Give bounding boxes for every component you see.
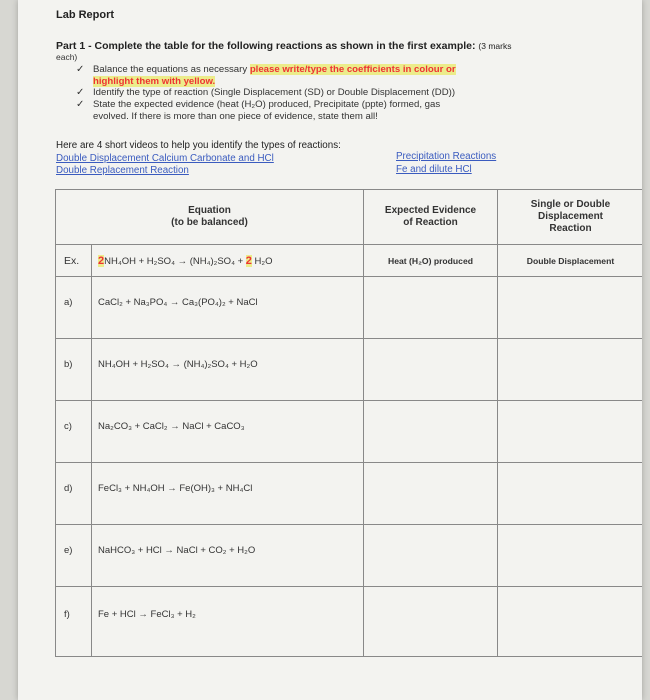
video-link-fe-hcl[interactable]: Fe and dilute HCl <box>396 164 472 175</box>
header-evidence-sub: of Reaction <box>403 217 458 228</box>
row-type-cell[interactable] <box>498 463 643 525</box>
row-equation: NaHCO₃ + HCl → NaCl + CO₂ + H₂O <box>92 525 364 587</box>
header-type-label: Single or Double <box>530 199 611 210</box>
row-evidence-cell[interactable] <box>364 277 498 339</box>
part-title <box>56 40 511 52</box>
table-row <box>56 401 643 463</box>
row-label: f) <box>56 587 92 657</box>
example-equation-part2: H₂O <box>251 255 273 267</box>
video-link-double-replacement[interactable]: Double Replacement Reaction <box>56 165 189 176</box>
worksheet-page <box>18 0 642 700</box>
header-type-sub2: Reaction <box>549 223 592 234</box>
row-type-cell[interactable] <box>498 587 643 657</box>
row-label: a) <box>56 277 92 339</box>
instruction-identify-text: Identify the type of reaction (Single Displacement (SD) or Double Displacement (DD)) <box>93 87 456 98</box>
instruction-evidence-text-cont: evolved. If there is more than one piece of evidence, state them all! <box>93 110 378 122</box>
row-equation: FeCl₃ + NH₄OH → Fe(OH)₃ + NH₄Cl <box>92 463 364 525</box>
table-row <box>56 277 643 339</box>
table-row <box>56 525 643 587</box>
row-label: d) <box>56 463 92 525</box>
example-equation <box>92 245 364 277</box>
row-type-cell[interactable] <box>498 401 643 463</box>
row-equation: NH₄OH + H₂SO₄ → (NH₄)₂SO₄ + H₂O <box>92 339 364 401</box>
row-evidence-cell[interactable] <box>364 401 498 463</box>
header-evidence <box>364 190 498 245</box>
header-type <box>498 190 643 245</box>
row-equation: Fe + HCl → FeCl₃ + H₂ <box>92 587 364 657</box>
example-coefficient-2: 2 <box>245 254 252 267</box>
checkmark-icon: ✓ <box>76 64 85 75</box>
instruction-highlight-cont: highlight them with yellow. <box>93 75 216 87</box>
row-type-cell[interactable] <box>498 525 643 587</box>
instruction-highlight: please write/type the coefficients in colour or <box>249 64 456 75</box>
reactions-table <box>55 189 642 657</box>
example-evidence: Heat (H₂O) produced <box>364 245 498 277</box>
checkmark-icon: ✓ <box>76 87 85 98</box>
checkmark-icon: ✓ <box>76 99 85 110</box>
instruction-evidence-text: State the expected evidence (heat (H₂O) produced, Precipitate (ppte) formed, gas <box>93 99 441 110</box>
row-type-cell[interactable] <box>498 277 643 339</box>
video-link-calcium-carbonate[interactable]: Double Displacement Calcium Carbonate and HCl <box>56 153 274 164</box>
header-type-sub: Displacement <box>537 211 604 222</box>
table-row <box>56 587 643 657</box>
table-header-row <box>56 190 643 245</box>
row-evidence-cell[interactable] <box>364 339 498 401</box>
table-row <box>56 463 643 525</box>
instruction-identify <box>76 87 613 99</box>
part-title-text: Part 1 - Complete the table for the following reactions as shown in the first example: <box>56 40 476 52</box>
marks-note-cont: each) <box>56 52 78 62</box>
example-label: Ex. <box>56 245 92 277</box>
row-label: c) <box>56 401 92 463</box>
example-coefficient-1: 2 <box>98 254 105 267</box>
row-evidence-cell[interactable] <box>364 525 498 587</box>
row-type-cell[interactable] <box>498 339 643 401</box>
instruction-balance-text: Balance the equations as necessary <box>93 64 250 75</box>
page-title: Lab Report <box>56 9 115 21</box>
table-row <box>56 339 643 401</box>
row-evidence-cell[interactable] <box>364 463 498 525</box>
row-label: b) <box>56 339 92 401</box>
header-evidence-label: Expected Evidence <box>384 205 477 216</box>
header-equation-sub: (to be balanced) <box>171 217 248 228</box>
video-link-precipitation[interactable]: Precipitation Reactions <box>396 151 497 162</box>
example-type: Double Displacement <box>498 245 643 277</box>
instruction-balance <box>76 64 613 87</box>
row-evidence-cell[interactable] <box>364 587 498 657</box>
instruction-evidence <box>76 99 613 122</box>
row-equation: Na₂CO₃ + CaCl₂ → NaCl + CaCO₃ <box>92 401 364 463</box>
example-equation-part1: NH₄OH + H₂SO₄ → (NH₄)₂SO₄ + <box>104 255 246 267</box>
example-row <box>56 245 643 277</box>
videos-intro: Here are 4 short videos to help you identify the types of reactions: <box>56 140 341 151</box>
row-label: e) <box>56 525 92 587</box>
row-equation: CaCl₂ + Na₃PO₄ → Ca₃(PO₄)₂ + NaCl <box>92 277 364 339</box>
header-equation <box>56 190 364 245</box>
marks-note: (3 marks <box>478 41 512 51</box>
header-equation-label: Equation <box>188 205 231 216</box>
